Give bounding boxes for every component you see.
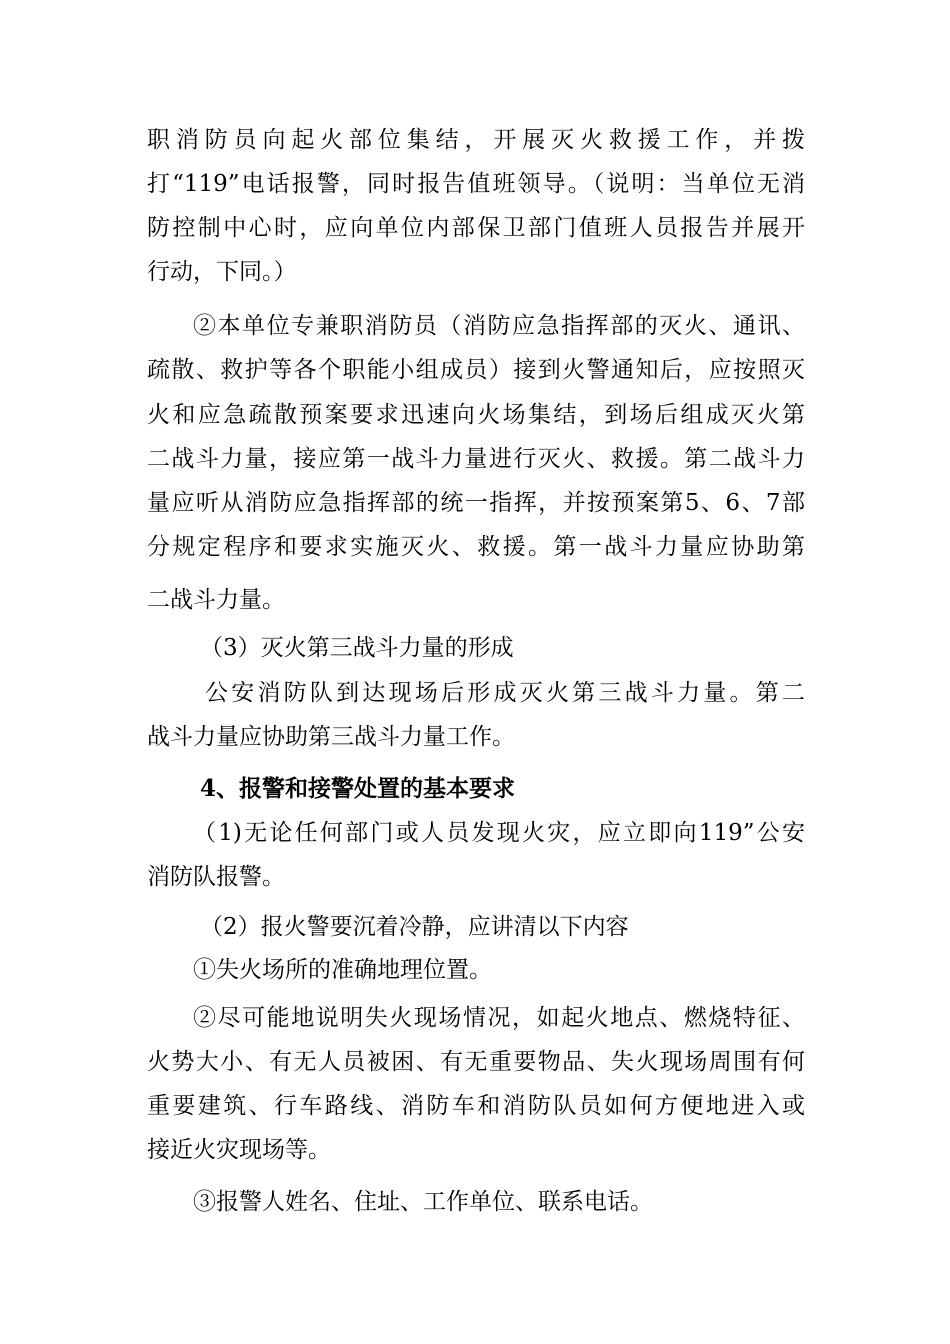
text-line: 打“119”电话报警，同时报告值班领导。（说明：当单位无消 — [147, 171, 805, 197]
text-line: 职消防员向起火部位集结，开展灭火救援工作，并拨 — [147, 127, 805, 153]
subheading: （3）灭火第三战斗力量的形成 — [200, 635, 514, 661]
text-line: ②本单位专兼职消防员（消防应急指挥部的灭火、通讯、 — [193, 313, 805, 339]
text-line: 火势大小、有无人员被困、有无重要物品、失火现场周围有何 — [147, 1049, 805, 1075]
text-line: 火和应急疏散预案要求迅速向火场集结，到场后组成灭火第 — [147, 402, 805, 428]
text-line: 行动，下同。） — [147, 259, 297, 285]
text-line: 分规定程序和要求实施灭火、救援。第一战斗力量应协助第 — [147, 534, 805, 560]
text-line: 量应听从消防应急指挥部的统一指挥，并按预案第5、6、7部 — [147, 490, 805, 516]
text-line: 重要建筑、行车路线、消防车和消防队员如何方便地进入或 — [147, 1093, 805, 1119]
text-line: 防控制中心时，应向单位内部保卫部门值班人员报告并展开 — [147, 215, 805, 241]
section-heading: 4、报警和接警处置的基本要求 — [200, 775, 516, 802]
text-line: 战斗力量应协助第三战斗力量工作。 — [147, 724, 515, 750]
text-line: ③报警人姓名、住址、工作单位、联系电话。 — [193, 1189, 653, 1215]
text-line: 消防队报警。 — [147, 864, 285, 890]
text-line: 公安消防队到达现场后形成灭火第三战斗力量。第二 — [205, 680, 805, 706]
text-line: （1)无论任何部门或人员发现火灾，应立即向119”公安 — [193, 820, 805, 846]
text-line: 二战斗力量。 — [147, 587, 285, 613]
text-line: ②尽可能地说明失火现场情况，如起火地点、燃烧特征、 — [193, 1005, 805, 1031]
text-line: 接近火灾现场等。 — [147, 1137, 331, 1163]
text-line: 二战斗力量，接应第一战斗力量进行灭火、救援。第二战斗力 — [147, 446, 805, 472]
subheading: （2）报火警要沉着冷静，应讲清以下内容 — [200, 914, 629, 940]
text-line: 疏散、救护等各个职能小组成员）接到火警通知后，应按照灭 — [147, 357, 805, 383]
text-line: ①失火场所的准确地理位置。 — [193, 957, 492, 983]
